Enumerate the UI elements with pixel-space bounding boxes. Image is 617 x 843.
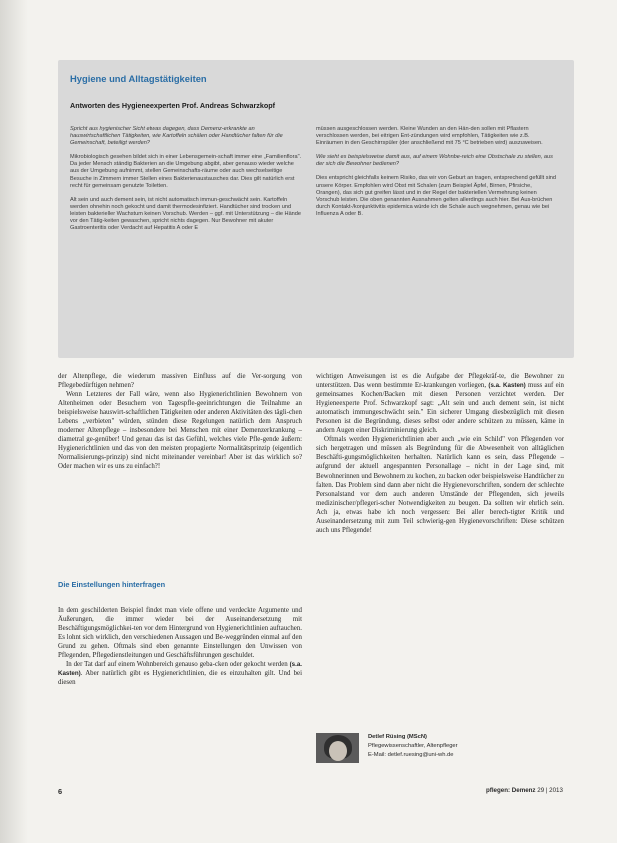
article-paragraph: In der Tat darf auf einem Wohnbereich genauso geba-cken oder gekocht werden (s.a. Kasten). Aber natürlich gibt es Hygienerichtlinien, die es einzuhalten gilt. Und bei diesen bbox=[58, 661, 302, 687]
author-block bbox=[316, 733, 566, 763]
box-column-left bbox=[70, 126, 302, 239]
box-subtitle: Antworten des Hygieneexperten Prof. Andreas Schwarzkopf bbox=[70, 101, 276, 110]
author-name: Detlef Rüsing (MScN) bbox=[368, 734, 427, 740]
footer-magazine bbox=[486, 787, 563, 794]
author-email[interactable]: E-Mail: detlef.ruesing@uni-wh.de bbox=[368, 752, 454, 758]
author-details bbox=[368, 733, 458, 760]
box-paragraph: müssen ausgeschlossen werden. Kleine Wunden an den Hän-den sollen mit Pflastern verschlossen werden, bei eitrigen Ent-zündungen wird empfohlen, Tätigkeiten wie z.B. Einräumen in den Geschirrspüler (der anschließend mit 75 °C betrieben wird) auszuweisen. bbox=[316, 126, 543, 147]
article-paragraph: Oftmals werden Hygienerichtlinien aber auch „wie ein Schild" von Pflegenden vor sich hergetragen und müssen als Begründung für die Abwesenheit von alltäglichen Beschäfti-gungsmöglichkeiten herhalten. Natürlich kann es sein, dass Pflegende – aufgrund der aktuell angespannten Personallage – nicht in der Lage sind, mit Bewohnerinnen und Bewohnern zu kochen, zu backen oder beispielsweise Handtücher zu falten. Das Problem sind dann aber nicht die Hygienevorschriften, sondern der schlechte Personalstand vor dem auch anderen Umstände der Pflegenden, sich jeweils medizinischer/pflegeri-scher Notwendigkeiten zu beugen. Da sollten wir ehrlich sein. Ach ja, etwas habe ich noch vergessen: Bei aller berech-tigter Kritik und Auseinandersetzung mit zum Teil schwierig-gen Hygienevorschriften: Diese schützen auch uns Pflegende! bbox=[316, 436, 564, 534]
author-portrait-photo bbox=[316, 733, 359, 763]
page-number: 6 bbox=[58, 787, 63, 796]
page-gutter-shadow bbox=[0, 0, 28, 843]
box-paragraph: Dies entspricht gleichfalls keinem Risiko, das wir von Geburt an tragen, entsprechend gefüllt sind unsere Körper. Empfohlen wird Obst mit Schalen (zum Beispiel Äpfel, Birnen, Pfirsiche, Orangen), das sich gut greifen lässt und in der Regel der bakteriellen Vermehrung keinen Vorschub leisten. Die oben genannten Ausnahmen gelten allerdings auch hier. Bei Aus-brüchen durch Kontakt-/konjunktivitis epidemica würde ich die Schale auch wegnehmen, genau wie bei Influenza A oder B. bbox=[316, 175, 557, 217]
article-column-left-bottom bbox=[58, 606, 302, 687]
article-paragraph: Wenn Letzteres der Fall wäre, wenn also Hygienerichtlinien Bewohnern von Altenheimen oder Besuchern von Tagespfle-geeinrichtungen die Teilnahme an beispielsweise hauswirt-schaftlichen Tätigkeiten oder anderen Aktivitäten des tägli-chen Lebens „verbieten" würden, stünden diese Regelungen natürlich dem Anspruch moderner Altenpflege – insbesondere bei Menschen mit einer Demenzerkrankung – diametral ge-genüber! Und genau das ist das Gefühl, welches viele Pfle-gende äußern: Hygienerichtlinien und das von den meisten propagierte Normalitätsprinzip (eigentlich Normalisierungs-prinzip) sind nicht miteinander vereinbar! Aber ist das wirklich so? Oder machen wir es uns zu einfach?! bbox=[58, 391, 302, 471]
box-column-right bbox=[316, 126, 558, 225]
section-heading: Die Einstellungen hinterfragen bbox=[58, 580, 166, 589]
box-title: Hygiene und Alltagstätigkeiten bbox=[70, 73, 207, 84]
box-paragraph: Mikrobiologisch gesehen bildet sich in einer Lebensgemein-schaft immer eine „Familienflora". Da jeder Mensch ständig Bakterien an die Umgebung abgibt, aber genauso wieder welche aus der Umgebung aufnimmt, stellen Gemeinschafts-räume oder auch wechselseitige Besuche in Zimmern immer Stellen eines Bakterienaustausches dar. Dies gilt natürlich erst recht für gemeinsam genutzte Toiletten. bbox=[70, 154, 302, 189]
article-column-right bbox=[316, 372, 564, 535]
article-column-left-top bbox=[58, 372, 302, 472]
article-paragraph: der Altenpflege, die wiederum massiven Einfluss auf die Ver-sorgung von Pflegebedürftigen nehmen? bbox=[58, 373, 302, 390]
article-paragraph: wichtigen Anweisungen ist es die Aufgabe der Pflegekräf-te, die Bewohner zu unterstützen. Das wenn bestimmte Er-krankungen vorliegen, (s.a. Kasten) muss auf ein gemeinsames Kochen/Backen mit diesen Personen verzichtet werden. Der Hygieneexperte Prof. Schwarzkopf sagt: „Alt sein und auch dement sein, ist nicht automatisch immungeschwächt sein." Ein sicherer Umgang diesbezüglich mit diesen Personen ist die Begründung, dieses selbst oder andere schützen zu müssen, käme in andern Augen einer Diskriminierung gleich. bbox=[316, 373, 564, 435]
article-paragraph: In dem geschilderten Beispiel findet man viele offene und verdeckte Argumente und Äußerungen, die immer wieder bei der Auseinandersetzung mit Beschäftigungsmöglichkei-ten vor dem Hintergrund von Hygienerichtlinien auftauchen. Es lohnt sich wirklich, den verschiedenen Aussagen und Be-weggründen einmal auf den Grund zu gehen. Oftmals sind eben genannte Einstellungen den Unwissen von Pflegenden, Pflegedienstleitungen und Geschäftsführungen geschuldet. bbox=[58, 607, 302, 660]
author-role: Pflegewissenschaftler, Altenpfleger bbox=[368, 743, 458, 749]
kasten-reference: (s.a. Kasten) bbox=[488, 382, 526, 390]
magazine-brand: pflegen: Demenz bbox=[486, 787, 536, 794]
kasten-reference: (s.a. Kasten) bbox=[58, 661, 302, 678]
box-question: Wie sieht es beispielsweise damit aus, auf einem Wohnbe-reich eine Obstschale zu stellen, aus der sich die Bewohner bedienen? bbox=[316, 154, 553, 168]
box-paragraph: Alt sein und auch dement sein, ist nicht automatisch immun-geschwächt sein. Kartoffeln werden ohnehin noch gekocht und damit thermodesinfiziert. Handtücher sind trocken und leisten bakterieller Wachstum keinen Vorschub. Werden – ggf. mit Unterstützung – die Hände vor den Tätig-keiten gewaschen, spricht nichts dagegen. Nur Bewohner mit akuter Gastroenteritis oder Verdacht auf Hepatitis A oder E bbox=[70, 196, 302, 232]
magazine-issue: 29 | 2013 bbox=[537, 787, 563, 794]
box-question: Spricht aus hygienischer Sicht etwas dagegen, dass Demenz-erkrankte an hauswirtschaftlichen Tätigkeiten, wie Kartoffeln schälen oder Handtücher falten für die Gemeinschaft, beteiligt werden? bbox=[70, 126, 283, 147]
